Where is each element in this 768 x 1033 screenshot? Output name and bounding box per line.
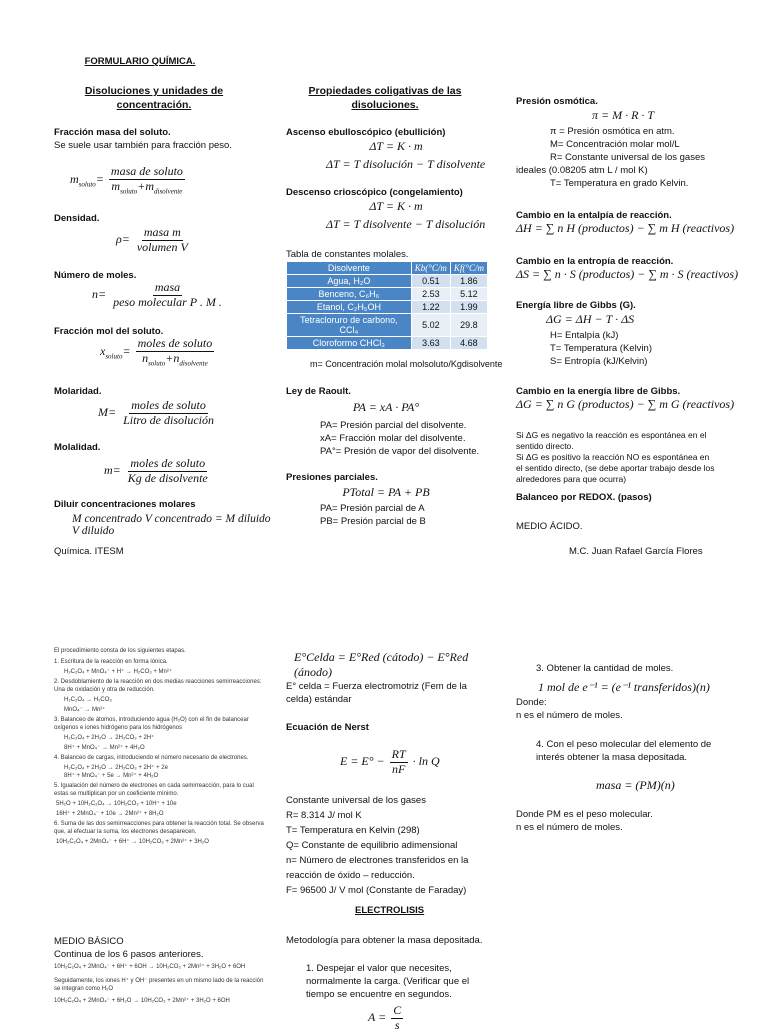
electrolysis-title: ELECTROLISIS — [355, 905, 425, 916]
molarity-block — [54, 386, 254, 428]
gibbs-formula: ΔG = ΔH − T · ΔS — [546, 312, 635, 326]
moles-formula: n= masa peso molecular P . M . — [92, 280, 222, 309]
nernst-def: Constante universal de los gases — [286, 795, 426, 806]
scan-step: 1. Escritura de la reacción en forma iónica. — [54, 659, 168, 665]
step-3-n-def: n es el número de moles. — [516, 710, 623, 721]
partial-def: PA= Presión parcial de A — [320, 503, 425, 514]
scan-equation: H₂C₂O₄ + 2H₂O → 2H₂CO₃ + 2H⁺ + 2e — [64, 765, 168, 771]
nernst-def: F= 96500 J/ V mol (Constante de Faraday) — [286, 885, 467, 896]
table-cell: Agua, H₂O — [287, 275, 412, 288]
boiling-formula-1: ΔT = K · m — [369, 139, 423, 153]
moles-electrons-formula: 1 mol de e⁻¹ = (e⁻¹ transferidos)(n) — [538, 680, 710, 694]
molality-title: Molalidad. — [54, 442, 101, 453]
nernst-def: reacción de óxido – reducción. — [286, 870, 415, 881]
gibbs-title: Energía libre de Gibbs (G). — [516, 300, 636, 311]
raoult-def: PA°= Presión de vapor del disolvente. — [320, 446, 480, 457]
table-row — [287, 314, 488, 337]
density-block — [54, 213, 254, 255]
scan-step: 6. Suma de las dos semirreacciones para obtener la reacción total. Se observa que, al efectuar la suma, los electrones desaparecen. — [54, 821, 264, 835]
gibbs-block — [516, 300, 716, 368]
mole-fraction-title: Fracción mol del soluto. — [54, 326, 164, 337]
mass-formula: masa = (PM)(n) — [596, 778, 675, 792]
electrolysis-intro: Metodología para obtener la masa depositada. — [286, 935, 483, 946]
mass-fraction-formula: $m_{soluto}=$ masa de soluto $m_{soluto}+m_{disolvente}$ — [70, 164, 183, 196]
mass-fraction-note: Se suele usar también para fracción peso. — [54, 140, 232, 151]
scan-step: 4. Balanceo de cargas, introduciendo el número necesario de electrones. — [54, 755, 249, 761]
osmotic-formula: π = M · R · T — [592, 108, 655, 122]
step-4-text: 4. Con el peso molecular del elemento de interés obtener la masa depositada. — [536, 739, 712, 763]
entropy-formula: ΔS = ∑ n · S (productos) − ∑ m · S (reactivos) — [516, 267, 739, 281]
page-title: FORMULARIO QUÍMICA. — [84, 56, 196, 67]
boiling-formula-2: ΔT = T disolución − T disolvente — [326, 157, 486, 171]
scan-equation: H₂C₂O₄ + MnO₄⁻ + H⁺ → H₂CO₃ + Mn²⁺ — [64, 669, 173, 675]
osmotic-def: π = Presión osmótica en atm. — [550, 126, 675, 137]
boiling-title: Ascenso ebulloscópico (ebullición) — [286, 127, 446, 138]
table-cell: 1.22 — [411, 301, 450, 314]
scan-equation: 8H⁺ + MnO₄⁻ → Mn²⁺ + 4H₂O — [64, 745, 145, 751]
scan-equation: 5H₂O + 10H₂C₂O₄ → 10H₂CO₃ + 10H⁺ + 10e — [56, 801, 177, 807]
table-note: m= Concentración molal molsoluto/Kgdisolvente — [310, 359, 503, 369]
step-3-defs — [516, 696, 623, 722]
table-row — [287, 301, 488, 314]
density-title: Densidad. — [54, 213, 100, 224]
current-formula: A = $\frac{C}{s}$ — [368, 1003, 402, 1032]
osmotic-def: ideales (0.08205 atm L / mol K) — [516, 165, 648, 176]
partial-block — [286, 472, 486, 528]
gibbs-def: S= Entropía (kJ/Kelvin) — [550, 356, 648, 367]
dilution-formula: M concentrado V concentrado = M diluido V diluido — [72, 513, 271, 537]
entropy-title: Cambio en la entropía de reacción. — [516, 256, 674, 267]
partial-def: PB= Presión parcial de B — [320, 516, 426, 527]
raoult-title: Ley de Raoult. — [286, 386, 351, 397]
nernst-def: Q= Constante de equilibrio adimensional — [286, 840, 458, 851]
scan-equation: 10H₂C₂O₄ + 2MnO₄⁻ + 6H₂O → 10H₂CO₃ + 2Mn²⁺ + 3H₂O + 6OH — [54, 998, 230, 1004]
step-4-n-def: n es el número de moles. — [516, 822, 623, 833]
partial-formula: PTotal = PA + PB — [342, 485, 430, 499]
dilution-block — [54, 499, 274, 537]
scan-equation: 16H⁺ + 2MnO₄⁻ + 10e → 2Mn²⁺ + 8H₂O — [56, 811, 164, 817]
nernst-defs — [286, 793, 496, 898]
nernst-def: R= 8.314 J/ mol K — [286, 810, 362, 821]
osmotic-block — [516, 96, 716, 190]
boiling-block — [286, 127, 506, 172]
scan-step: Seguidamente, los iones H⁺ y OH⁻ presentes en un mismo lado de la reacción se integran como H₂O — [54, 978, 264, 992]
table-caption: Tabla de constantes molales. — [286, 249, 409, 260]
table-cell: 4.68 — [450, 337, 487, 350]
molarity-formula: M= moles de soluto Litro de disolución — [98, 398, 214, 427]
scan-equation: 10H₂C₂O₄ + 2MnO₄⁻ + 6H⁺ + 6OH → 10H₂CO₃ + 2Mn²⁺ + 3H₂O + 6OH — [54, 964, 246, 970]
scan-intro: El procedimiento consta de los siguientes etapas. — [54, 648, 186, 654]
mole-fraction-block — [54, 326, 254, 367]
osmotic-title: Presión osmótica. — [516, 96, 598, 107]
table-cell: 5.02 — [411, 314, 450, 337]
basic-medium-title: MEDIO BÁSICO — [54, 936, 124, 947]
osmotic-def: T= Temperatura en grado Kelvin. — [550, 178, 689, 189]
mass-fraction-block — [54, 127, 254, 195]
density-formula: ρ= masa m volumen V — [116, 225, 188, 254]
gibbs-def: T= Temperatura (Kelvin) — [550, 343, 652, 354]
freezing-title: Descenso crioscópico (congelamiento) — [286, 187, 463, 198]
footer-right: M.C. Juan Rafael García Flores — [569, 546, 703, 557]
cell-potential-formula: E°Celda = E°Red (cátodo) − E°Red (ánodo) — [294, 650, 469, 679]
entropy-block — [516, 256, 740, 282]
molality-formula: m= moles de soluto Kg de disolvente — [104, 456, 208, 485]
step-4-defs — [516, 808, 653, 834]
table-cell: Benceno, C₆H₆ — [287, 288, 412, 301]
freezing-formula-1: ΔT = K · m — [369, 199, 423, 213]
footer-left: Química. ITESM — [54, 546, 124, 557]
enthalpy-formula: ΔH = ∑ n H (productos) − ∑ m H (reactivos) — [516, 221, 735, 235]
table-cell: 1.86 — [450, 275, 487, 288]
nernst-def: n= Número de electrones transferidos en la — [286, 855, 469, 866]
molality-block — [54, 442, 254, 486]
scan-equation: 10H₂C₂O₄ + 2MnO₄⁻ + 6H⁺ → 10H₂CO₃ + 2Mn²⁺ + 3H₂O — [56, 839, 209, 845]
scan-step: 5. Igualación del número de electrones en cada semirreacción, para lo cual estas se multiplican por un coeficiente mínimo. — [54, 783, 254, 797]
raoult-block — [286, 386, 486, 458]
table-row — [287, 288, 488, 301]
raoult-def: PA= Presión parcial del disolvente. — [320, 420, 467, 431]
table-row — [287, 337, 488, 350]
table-cell: Tetracloruro de carbono, CCl₄ — [287, 314, 412, 337]
freezing-formula-2: ΔT = T disolvente − T disolución — [326, 217, 486, 231]
section-heading-solutions: Disoluciones y unidades de concentración. — [84, 85, 224, 111]
gibbs-note: Si ΔG es negativo la reacción es espontánea en el sentido directo. — [516, 430, 707, 451]
basic-medium-sub: Continua de los 6 pasos anteriores. — [54, 949, 204, 960]
gibbs-notes — [516, 430, 716, 485]
electrolysis-step-1: 1. Despejar el valor que necesites, normalmente la carga. (Verificar que el tiempo se encuentre en segundos. — [306, 963, 470, 1000]
cell-potential-desc: E° celda = Fuerza electromotriz (Fem de la celda) estándar — [286, 681, 467, 705]
table-row — [287, 275, 488, 288]
step-3-where: Donde: — [516, 697, 547, 708]
osmotic-def: R= Constante universal de los gases — [550, 152, 705, 163]
freezing-block — [286, 187, 506, 232]
gibbs-change-title: Cambio en la energía libre de Gibbs. — [516, 386, 681, 397]
gibbs-note: Si ΔG es positivo la reacción NO es espontánea en el sentido directo, (se debe aportar trabajo desde los alrededores para que ocurra) — [516, 452, 715, 484]
scan-equation: MnO₄⁻ → Mn²⁺ — [64, 707, 106, 713]
table-cell: 0.51 — [411, 275, 450, 288]
table-cell: Cloroformo CHCl₃ — [287, 337, 412, 350]
table-cell: 29.8 — [450, 314, 487, 337]
molal-constants-table — [286, 261, 488, 350]
acid-medium-label: MEDIO ÁCIDO. — [516, 521, 583, 532]
scan-equation: 8H⁺ + MnO₄⁻ + 5e → Mn²⁺ + 4H₂O — [64, 773, 159, 779]
nernst-def: T= Temperatura en Kelvin (298) — [286, 825, 420, 836]
redox-steps-scan — [54, 647, 268, 919]
gibbs-def: H= Entalpía (kJ) — [550, 330, 619, 341]
dilution-title: Diluir concentraciones molares — [54, 499, 196, 510]
scan-step: 3. Balanceo de átomos, introduciendo agua (H₂O) con el fin de balancear oxígenos e iones hidrógeno para los hidrógenos — [54, 717, 249, 731]
scan-step: 2. Desdoblamiento de la reacción en dos medias reacciones semirreacciones: Una de oxidación y otra de reducción. — [54, 679, 262, 693]
table-header: Kb(°C/m — [411, 262, 450, 275]
table-cell: 5.12 — [450, 288, 487, 301]
gibbs-change-formula: ΔG = ∑ n G (productos) − ∑ m G (reactivos) — [516, 397, 735, 411]
nernst-title: Ecuación de Nerst — [286, 722, 369, 733]
partial-title: Presiones parciales. — [286, 472, 378, 483]
table-cell: Etanol, C₂H₅OH — [287, 301, 412, 314]
moles-block — [54, 270, 254, 310]
scan-equation: H₂C₂O₄ → H₂CO₃ — [64, 697, 112, 703]
basic-medium-block — [54, 936, 274, 1005]
table-cell: 1.99 — [450, 301, 487, 314]
enthalpy-title: Cambio en la entalpía de reacción. — [516, 210, 672, 221]
enthalpy-block — [516, 210, 740, 236]
osmotic-def: M= Concentración molar mol/L — [550, 139, 680, 150]
mole-fraction-formula: $x_{soluto}=$ moles de soluto $n_{soluto}+n_{disolvente}$ — [100, 336, 213, 368]
nernst-formula: E = E° − $\frac{RT}{nF}$ · ln Q — [340, 747, 440, 776]
redox-title: Balanceo por REDOX. (pasos) — [516, 492, 652, 503]
step-3-text: 3. Obtener la cantidad de moles. — [536, 663, 674, 674]
gibbs-change-block — [516, 386, 740, 412]
step-4-pm-def: Donde PM es el peso molecular. — [516, 809, 653, 820]
table-header: Disolvente — [287, 262, 412, 275]
section-heading-colligative: Propiedades coligativas de las disoluciones. — [308, 85, 462, 111]
raoult-formula: PA = xA · PA° — [352, 400, 420, 414]
raoult-def: xA= Fracción molar del disolvente. — [320, 433, 466, 444]
molarity-title: Molaridad. — [54, 386, 102, 397]
moles-title: Número de moles. — [54, 270, 137, 281]
table-cell: 3.63 — [411, 337, 450, 350]
table-cell: 2.53 — [411, 288, 450, 301]
table-header: Kf(°C/m — [450, 262, 487, 275]
scan-equation: H₂C₂O₄ + 2H₂O → 2H₂CO₃ + 2H⁺ — [64, 735, 155, 741]
mass-fraction-title: Fracción masa del soluto. — [54, 127, 171, 138]
